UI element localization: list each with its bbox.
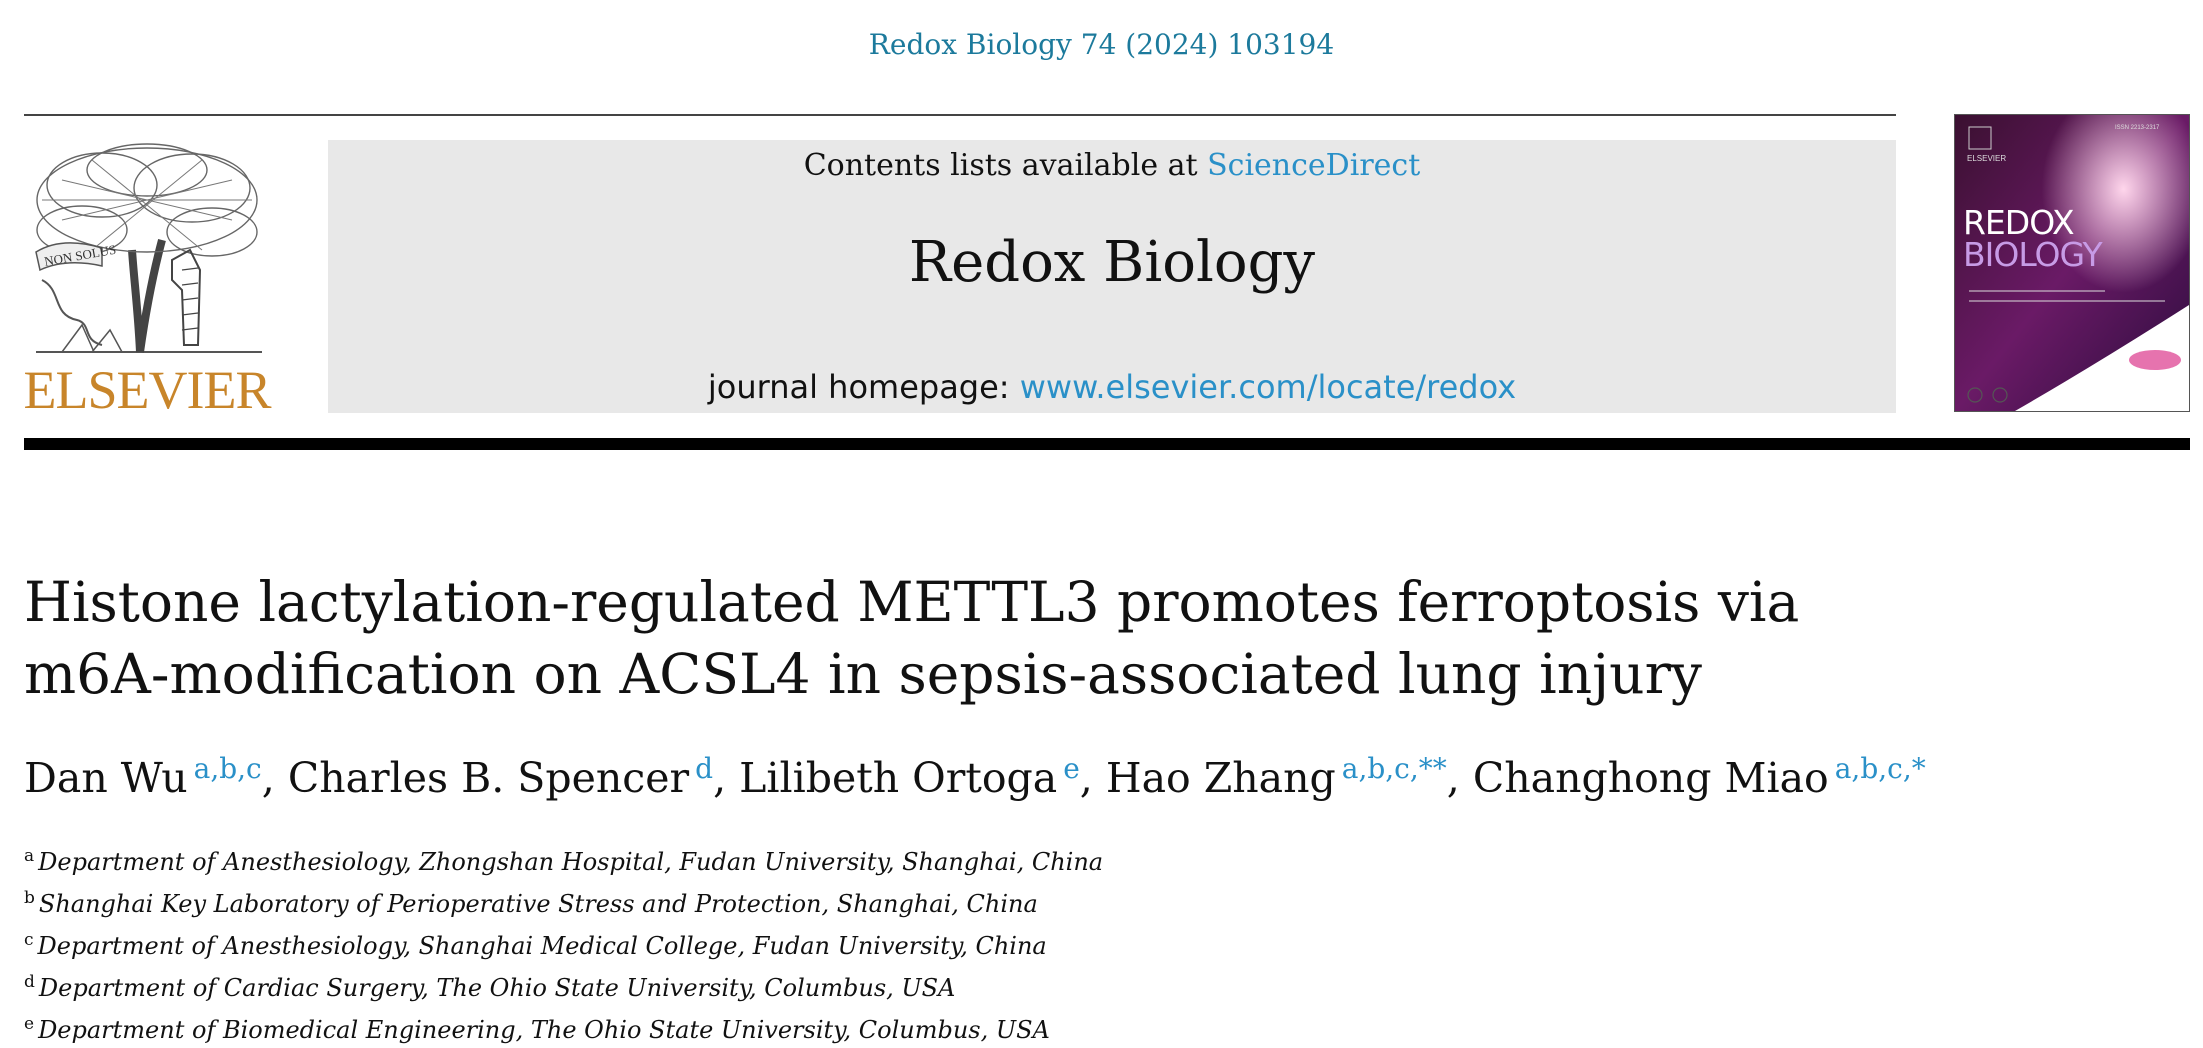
cover-title — [1963, 203, 2102, 274]
author[interactable] — [288, 754, 739, 802]
contents-line — [328, 10, 1896, 183]
article-title — [24, 566, 1824, 710]
author-list — [24, 752, 2174, 802]
title-line-1: Histone lactylation-regulated METTL3 promotes ferroptosis via — [24, 570, 1800, 634]
logo-motto: NON SOLUS — [43, 241, 118, 270]
author-affiliation-marks[interactable]: a,b,c,** — [1341, 752, 1447, 785]
author-name: Charles B. Spencer — [287, 754, 690, 802]
affiliation-mark: c — [24, 930, 34, 950]
journal-title: Redox Biology — [908, 230, 1316, 295]
cover-title-line1: REDOX — [1963, 203, 2074, 242]
author[interactable] — [1473, 754, 1926, 802]
affiliation-mark: d — [24, 972, 35, 992]
affiliation-text: Shanghai Key Laboratory of Perioperative Stress and Protection, Shanghai, China — [38, 890, 1038, 918]
affiliation-item — [24, 838, 1424, 880]
journal-citation[interactable]: Redox Biology 74 (2024) 103194 — [868, 28, 1335, 61]
contents-prefix: Contents lists available at — [803, 148, 1208, 183]
cover-publisher: ELSEVIER — [1967, 154, 2007, 163]
cover-issn: ISSN 2213-2317 — [2115, 125, 2160, 131]
author[interactable] — [1106, 754, 1473, 802]
affiliation-mark: a — [24, 846, 35, 866]
affiliation-item — [24, 880, 1424, 922]
author[interactable] — [24, 754, 288, 802]
affiliation-mark: b — [24, 888, 35, 908]
affiliation-text: Department of Biomedical Engineering, The Ohio State University, Columbus, USA — [38, 1016, 1050, 1044]
journal-banner — [328, 140, 1896, 413]
header-rule — [24, 438, 2190, 450]
journal-cover[interactable] — [1954, 114, 2190, 412]
affiliation-item — [24, 1006, 1424, 1048]
author-affiliation-marks[interactable]: a,b,c,* — [1834, 752, 1926, 785]
journal-homepage-link[interactable]: www.elsevier.com/locate/redox — [1019, 368, 1517, 406]
tree-icon — [22, 140, 272, 370]
affiliation-item — [24, 964, 1424, 1006]
author-separator: , — [1446, 754, 1473, 802]
elsevier-wordmark: ELSEVIER — [23, 360, 271, 420]
author-name: Hao Zhang — [1105, 754, 1336, 802]
author-affiliation-marks[interactable]: e — [1063, 752, 1080, 785]
author-separator: , — [1079, 754, 1106, 802]
author-separator: , — [713, 754, 740, 802]
author[interactable] — [739, 754, 1106, 802]
affiliation-text: Department of Cardiac Surgery, The Ohio State University, Columbus, USA — [38, 974, 956, 1002]
author-separator: , — [261, 754, 288, 802]
homepage-prefix: journal homepage: — [707, 368, 1020, 406]
sciencedirect-link[interactable]: ScienceDirect — [1207, 148, 1421, 183]
author-name: Dan Wu — [24, 754, 188, 802]
author-affiliation-marks[interactable]: a,b,c — [193, 752, 262, 785]
author-name: Changhong Miao — [1472, 754, 1829, 802]
affiliation-mark: e — [24, 1014, 35, 1034]
affiliation-item — [24, 922, 1424, 964]
affiliation-text: Department of Anesthesiology, Zhongshan Hospital, Fudan University, Shanghai, China — [38, 848, 1104, 876]
cover-title-line2: BIOLOGY — [1963, 235, 2102, 274]
affiliation-list — [24, 838, 1424, 1048]
homepage-line — [328, 368, 1896, 406]
affiliation-text: Department of Anesthesiology, Shanghai Medical College, Fudan University, China — [37, 932, 1047, 960]
author-name: Lilibeth Ortoga — [739, 754, 1058, 802]
elsevier-logo[interactable] — [22, 140, 272, 420]
title-line-2: m6A-modification on ACSL4 in sepsis-associated lung injury — [24, 642, 1702, 706]
author-affiliation-marks[interactable]: d — [695, 752, 714, 785]
